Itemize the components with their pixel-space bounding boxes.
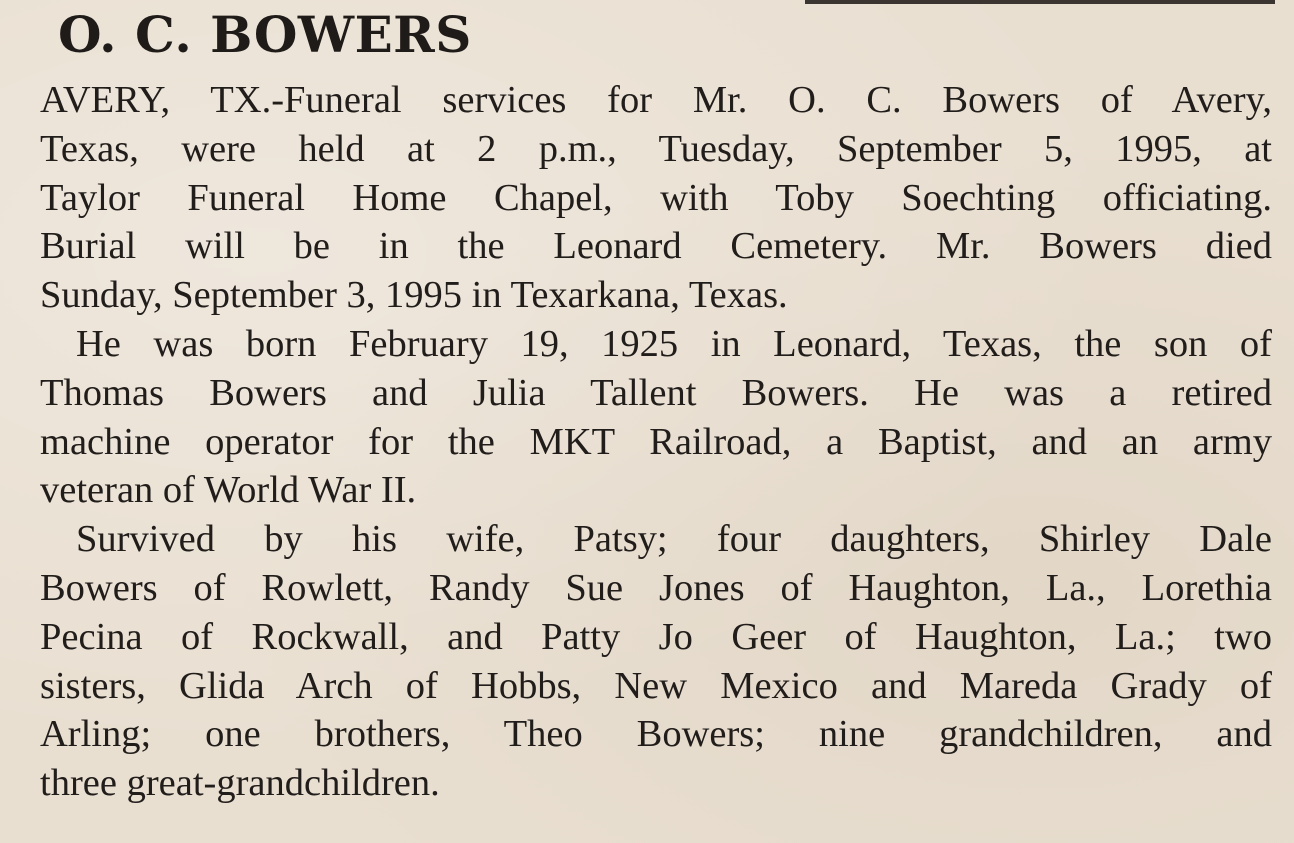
- text-line: Sunday, September 3, 1995 in Texarkana, Texas.: [40, 274, 788, 317]
- text-line: Thomas Bowers and Julia Tallent Bowers. He was a retired: [40, 371, 1272, 414]
- obituary-headline: O. C. BOWERS: [58, 5, 472, 64]
- text-line: sisters, Glida Arch of Hobbs, New Mexico and Mareda Grady of: [40, 664, 1272, 707]
- text-line: Burial will be in the Leonard Cemetery. Mr. Bowers died: [40, 225, 1272, 268]
- paragraph-services: [40, 76, 1272, 320]
- text-line: veteran of World War II.: [40, 469, 417, 512]
- top-border-rule: [805, 0, 1275, 4]
- text-line: He was born February 19, 1925 in Leonard, Texas, the son of: [76, 322, 1272, 365]
- text-line: Survived by his wife, Patsy; four daughters, Shirley Dale: [76, 518, 1272, 561]
- paragraph-survivors: [40, 515, 1272, 808]
- text-line: Bowers of Rowlett, Randy Sue Jones of Haughton, La., Lorethia: [40, 566, 1272, 609]
- text-line: Texas, were held at 2 p.m., Tuesday, September 5, 1995, at: [40, 127, 1272, 170]
- text-line: Pecina of Rockwall, and Patty Jo Geer of Haughton, La.; two: [40, 615, 1272, 658]
- text-line: Taylor Funeral Home Chapel, with Toby Soechting officiating.: [40, 176, 1272, 219]
- text-line: AVERY, TX.-Funeral services for Mr. O. C. Bowers of Avery,: [40, 79, 1272, 121]
- text-line: three great-grandchildren.: [40, 762, 440, 805]
- obituary-body: [40, 76, 1272, 808]
- text-line: Arling; one brothers, Theo Bowers; nine grandchildren, and: [40, 713, 1272, 756]
- paragraph-biography: [40, 320, 1272, 515]
- text-line: machine operator for the MKT Railroad, a Baptist, and an army: [40, 420, 1272, 463]
